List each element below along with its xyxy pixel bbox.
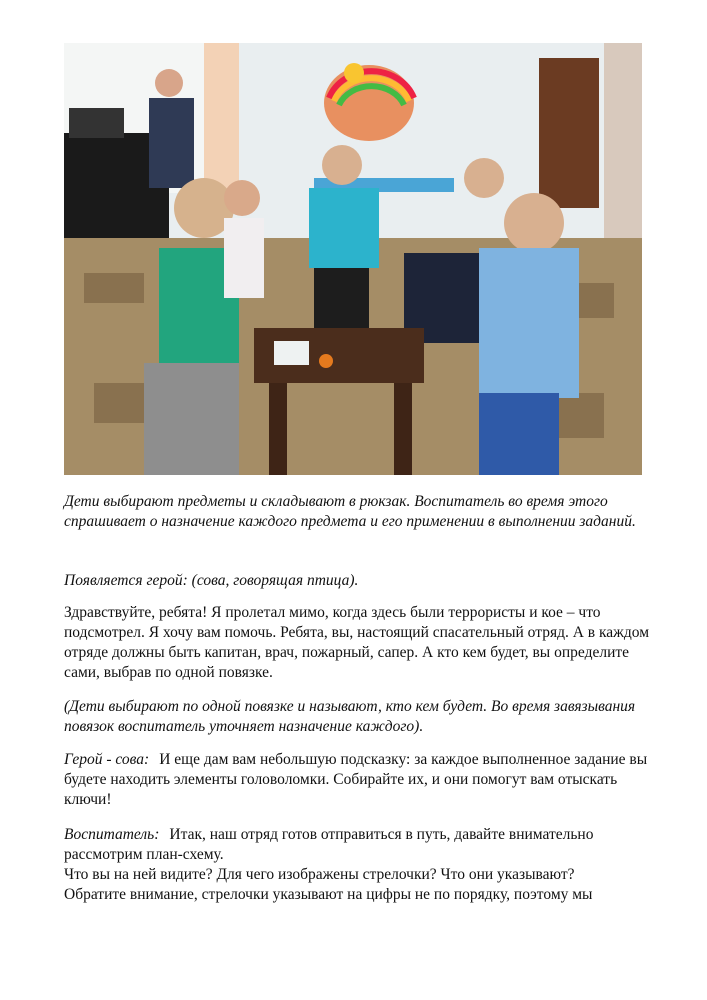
teacher-line-2: Что вы на ней видите? Для чего изображены стрелочки? Что они указывают? [64, 866, 575, 883]
hero-owl-speaker: Герой - сова: [64, 751, 150, 768]
owl-speech-paragraph: Здравствуйте, ребята! Я пролетал мимо, когда здесь были террористы и кое – что подсмотрел. Я хочу вам помочь. Ребята, вы, настоящий спасательный отряд. А в каждом отряде должны быть капитан, врач, пожарный, сапер. А кто кем будет, вы определите сами, выбрав по одной повязке. [64, 604, 650, 681]
classroom-photo-image [64, 43, 642, 475]
photo-caption: Дети выбирают предметы и складывают в рюкзак. Воспитатель во время этого спрашивает о назначение каждого предмета и его применении в выполнении заданий. [64, 493, 636, 530]
children-choose-note: (Дети выбирают по одной повязке и называют, кто кем будет. Во время завязывания повязок воспитатель уточняет назначение каждого). [64, 698, 636, 735]
classroom-photo [64, 43, 642, 475]
teacher-speaker: Воспитатель: [64, 826, 160, 843]
hero-appears-note: Появляется герой: (сова, говорящая птица). [64, 572, 359, 589]
teacher-text: Итак, наш отряд готов отправиться в путь, давайте внимательно рассмотрим план-схему. [64, 826, 594, 863]
teacher-paragraph [64, 825, 654, 905]
hero-owl-text: И еще дам вам небольшую подсказку: за каждое выполненное задание вы будете находить элементы головоломки. Собирайте их, и они помогут вам отыскать ключи! [64, 751, 648, 808]
hero-owl-paragraph [64, 750, 654, 810]
teacher-line-3: Обратите внимание, стрелочки указывают на цифры не по порядку, поэтому мы [64, 886, 593, 903]
